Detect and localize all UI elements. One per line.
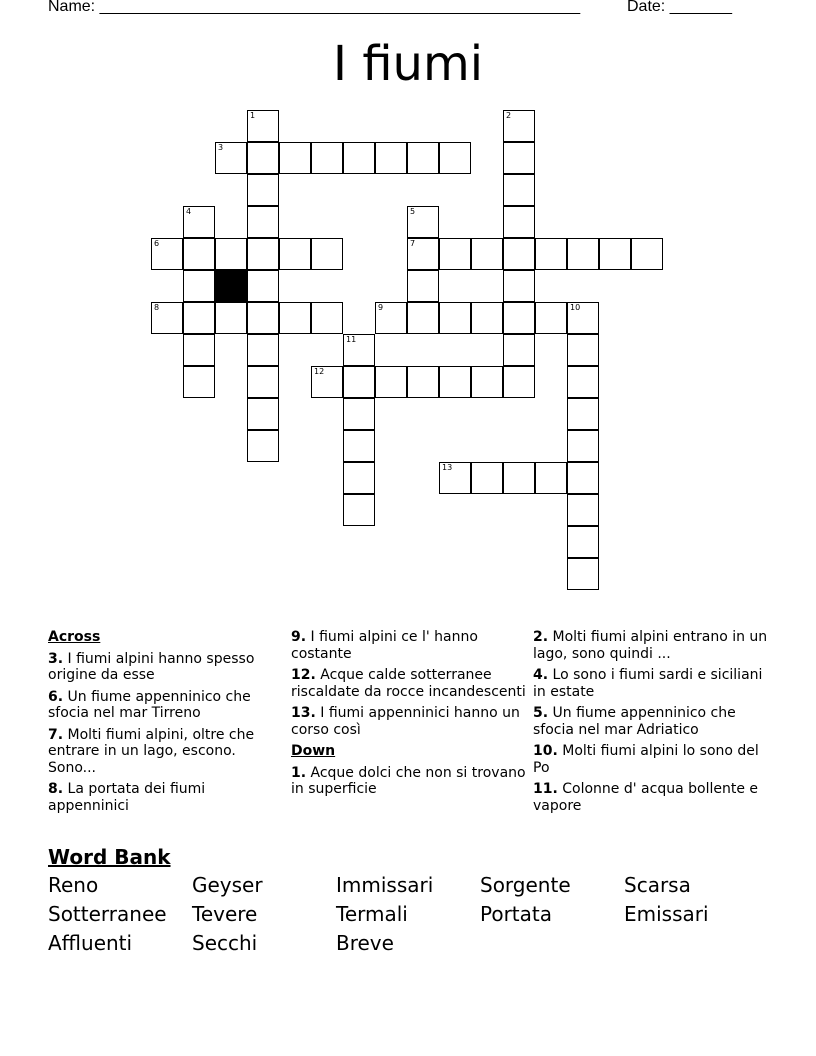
grid-cell[interactable] [247,366,279,398]
grid-cell[interactable] [247,398,279,430]
clue-across-6: 6. Un fiume appenninico che sfocia nel mar Tirreno [48,688,251,721]
clue-down-11: 11. Colonne d' acqua bollente e vapore [533,781,759,814]
grid-cell[interactable] [503,174,535,206]
grid-cell[interactable] [407,270,439,302]
grid-cell[interactable] [343,398,375,430]
grid-cell[interactable] [247,206,279,238]
clue-across-9: 9. I fiumi alpini ce l' hanno costante [291,629,478,662]
word-bank-item: Immissari [336,873,434,897]
grid-cell[interactable] [503,334,535,366]
grid-cell[interactable] [535,302,567,334]
clue-column-3 [533,629,769,819]
grid-cell[interactable] [279,238,311,270]
clue-across-12: 12. Acque calde sotterranee riscaldate da rocce incandescenti [291,667,526,700]
clue-down-4: 4. Lo sono i fiumi sardi e siciliani in estate [533,667,763,700]
grid-cell[interactable] [407,206,439,238]
grid-cell[interactable] [439,238,471,270]
grid-cell[interactable] [215,238,247,270]
grid-cell[interactable] [247,334,279,366]
grid-cell[interactable] [375,302,407,334]
clue-number: 1 [250,111,256,120]
grid-cell[interactable] [343,366,375,398]
grid-cell[interactable] [343,430,375,462]
word-bank-item: Sotterranee [48,902,167,926]
grid-cell[interactable] [151,238,183,270]
grid-cell[interactable] [535,462,567,494]
clue-number: 4 [186,207,192,216]
grid-cell[interactable] [183,270,215,302]
grid-cell[interactable] [503,302,535,334]
clue-down-10: 10. Molti fiumi alpini lo sono del Po [533,743,759,776]
word-bank-item: Scarsa [624,873,691,897]
clue-down-5: 5. Un fiume appenninico che sfocia nel mar Adriatico [533,705,736,738]
grid-cell[interactable] [471,238,503,270]
clue-across-3: 3. I fiumi alpini hanno spesso origine da esse [48,650,255,683]
grid-cell[interactable] [567,302,599,334]
grid-cell[interactable] [567,494,599,526]
grid-cell[interactable] [439,462,471,494]
across-heading: Across [48,629,101,645]
clue-number: 11 [346,335,357,344]
grid-cell[interactable] [407,366,439,398]
page-title: I fiumi [332,36,484,92]
grid-cell[interactable] [183,334,215,366]
clue-down-1: 1. Acque dolci che non si trovano in superficie [291,764,526,797]
grid-cell[interactable] [503,238,535,270]
word-bank-item: Emissari [624,902,709,926]
grid-cell[interactable] [247,110,279,142]
word-bank-item: Sorgente [480,873,571,897]
word-bank-item: Secchi [192,931,258,955]
grid-cell[interactable] [503,206,535,238]
clue-number: 6 [154,239,160,248]
grid-cell[interactable] [567,398,599,430]
word-bank-item: Geyser [192,873,263,897]
clue-across-8: 8. La portata dei fiumi appenninici [48,781,206,814]
grid-cell[interactable] [503,366,535,398]
grid-cell[interactable] [343,142,375,174]
black-square [215,270,247,302]
down-heading: Down [291,743,336,759]
grid-cell[interactable] [183,238,215,270]
grid-cell[interactable] [247,238,279,270]
grid-cell[interactable] [247,142,279,174]
grid-cell[interactable] [247,270,279,302]
grid-cell[interactable] [311,238,343,270]
clue-number: 9 [378,303,384,312]
word-bank-item: Reno [48,873,99,897]
clue-across-13: 13. I fiumi appenninici hanno un corso così [291,705,520,738]
grid-cell[interactable] [503,110,535,142]
grid-cell[interactable] [279,142,311,174]
clue-down-2: 2. Molti fiumi alpini entrano in un lago, sono quindi ... [533,629,768,662]
word-bank-item: Portata [480,902,553,926]
grid-cell[interactable] [375,366,407,398]
grid-cell[interactable] [343,334,375,366]
grid-cell[interactable] [471,366,503,398]
grid-cell[interactable] [567,238,599,270]
grid-cell[interactable] [503,142,535,174]
word-bank-item: Breve [336,931,394,955]
clue-number: 8 [154,303,160,312]
grid-cell[interactable] [503,462,535,494]
grid-cell[interactable] [407,142,439,174]
grid-cell[interactable] [631,238,663,270]
grid-cell[interactable] [567,558,599,590]
word-bank-list [48,873,768,956]
clue-number: 2 [506,111,512,120]
grid-cell[interactable] [471,302,503,334]
grid-cell[interactable] [599,238,631,270]
grid-cell[interactable] [311,142,343,174]
grid-cell[interactable] [183,302,215,334]
grid-cell[interactable] [567,526,599,558]
grid-cell[interactable] [247,174,279,206]
word-bank-item: Termali [336,902,408,926]
grid-cell[interactable] [247,302,279,334]
clue-number: 7 [410,239,416,248]
clue-number: 13 [442,463,453,472]
clue-number: 5 [410,207,416,216]
grid-cell[interactable] [567,462,599,494]
clue-number: 12 [314,367,325,376]
grid-cell[interactable] [567,430,599,462]
grid-cell[interactable] [407,302,439,334]
grid-cell[interactable] [247,430,279,462]
grid-cell[interactable] [183,366,215,398]
grid-cell[interactable] [407,238,439,270]
grid-cell[interactable] [535,238,567,270]
grid-cell[interactable] [343,462,375,494]
grid-cell[interactable] [503,270,535,302]
grid-cell[interactable] [215,302,247,334]
grid-cell[interactable] [215,142,247,174]
clue-column-1 [48,629,284,819]
grid-cell[interactable] [311,302,343,334]
word-bank-item: Affluenti [48,931,133,955]
grid-cell[interactable] [183,206,215,238]
grid-cell[interactable] [567,334,599,366]
clue-number: 10 [570,303,581,312]
grid-cell[interactable] [439,366,471,398]
grid-cell[interactable] [567,366,599,398]
grid-cell[interactable] [151,302,183,334]
date-field-label: Date: _______ [627,0,732,15]
word-bank-title: Word Bank [48,845,171,869]
grid-cell[interactable] [279,302,311,334]
clue-number: 3 [218,143,224,152]
clue-across-7: 7. Molti fiumi alpini, oltre che entrare in un lago, escono. Sono... [48,726,255,776]
grid-cell[interactable] [343,494,375,526]
grid-cell[interactable] [375,142,407,174]
grid-cell[interactable] [311,366,343,398]
grid-cell[interactable] [439,142,471,174]
grid-cell[interactable] [439,302,471,334]
word-bank-item: Tevere [192,902,258,926]
clue-column-2 [291,629,527,803]
name-field-label: Name: ______________________________________________________ [48,0,581,15]
grid-cell[interactable] [471,462,503,494]
